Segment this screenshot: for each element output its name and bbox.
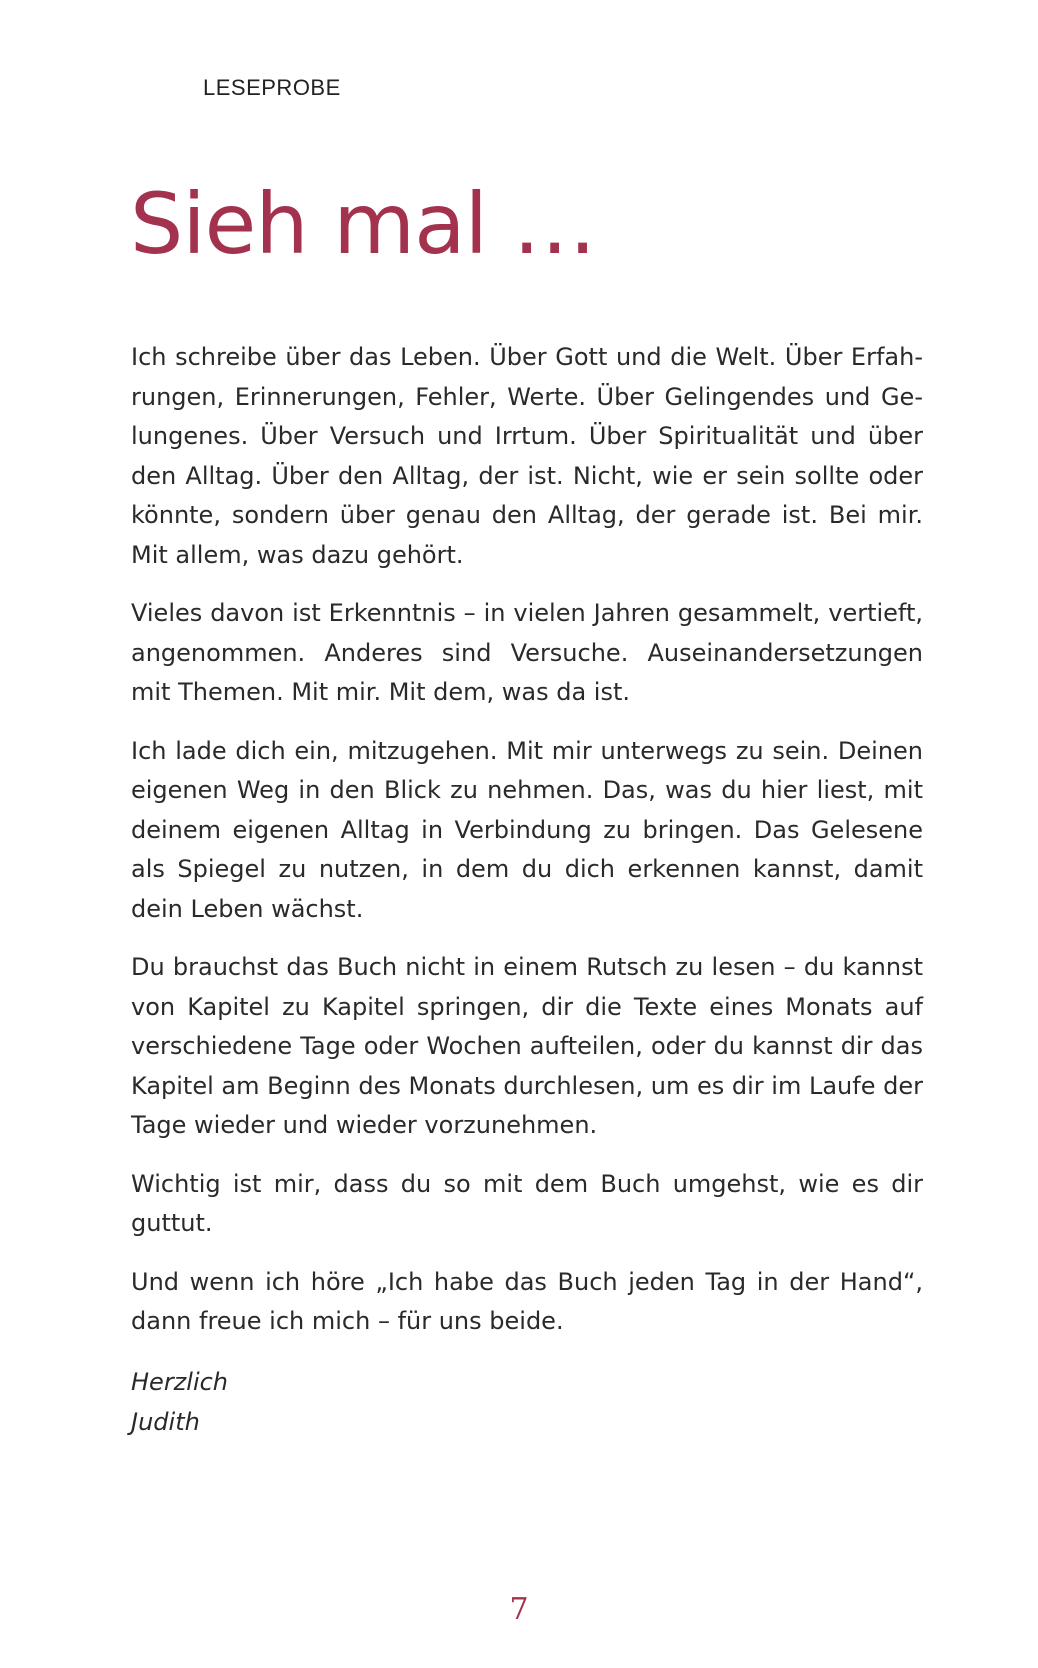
paragraph-6: Und wenn ich höre „Ich habe das Buch jeden Tag in der Hand“, dann freue ich mich – für uns beide.: [131, 1267, 923, 1335]
signature-name: Judith: [131, 1407, 200, 1436]
running-head: LESEPROBE: [203, 75, 341, 100]
body-text: [131, 338, 923, 1361]
page-number: 7: [509, 1592, 529, 1627]
signature-greeting: Herzlich: [131, 1368, 229, 1396]
paragraph-4: Du brauchst das Buch nicht in einem Rutsch zu lesen – du kannst von Kapitel zu Kapitel springen, dir die Texte eines Monats auf verschiedene Tage oder Wochen aufteilen, oder du kannst dir das Kapitel am Beginn des Monats durchlesen, um es dir im Laufe der Tage wieder und wieder vorzunehmen.: [131, 953, 923, 1139]
signature: [131, 1363, 228, 1442]
paragraph-5: Wichtig ist mir, dass du so mit dem Buch umgehst, wie es dir guttut.: [131, 1169, 923, 1237]
chapter-title: Sieh mal …: [130, 175, 596, 273]
paragraph-2: Vieles davon ist Erkenntnis – in vielen Jahren gesammelt, vertieft, angenommen. Anderes sind Versuche. Auseinandersetzungen mit Themen. Mit mir. Mit dem, was da ist.: [131, 599, 923, 706]
paragraph-1: Ich schreibe über das Leben. Über Gott und die Welt. Über Erfahrungen, Erinnerungen, Fehler, Werte. Über Gelingendes und Gelungenes. Über Versuch und Irrtum. Über Spiritualität und über den Alltag. Über den Alltag, der ist. Nicht, wie er sein sollte oder könnte, sondern über genau den Alltag, der gerade ist. Bei mir. Mit allem, was dazu gehört.: [131, 343, 923, 569]
paragraph-3: Ich lade dich ein, mitzugehen. Mit mir unterwegs zu sein. Deinen eigenen Weg in den Blick zu nehmen. Das, was du hier liest, mit deinem eigenen Alltag in Verbindung zu bringen. Das Gelesene als Spiegel zu nutzen, in dem du dich erkennen kannst, damit dein Leben wächst.: [131, 736, 923, 923]
